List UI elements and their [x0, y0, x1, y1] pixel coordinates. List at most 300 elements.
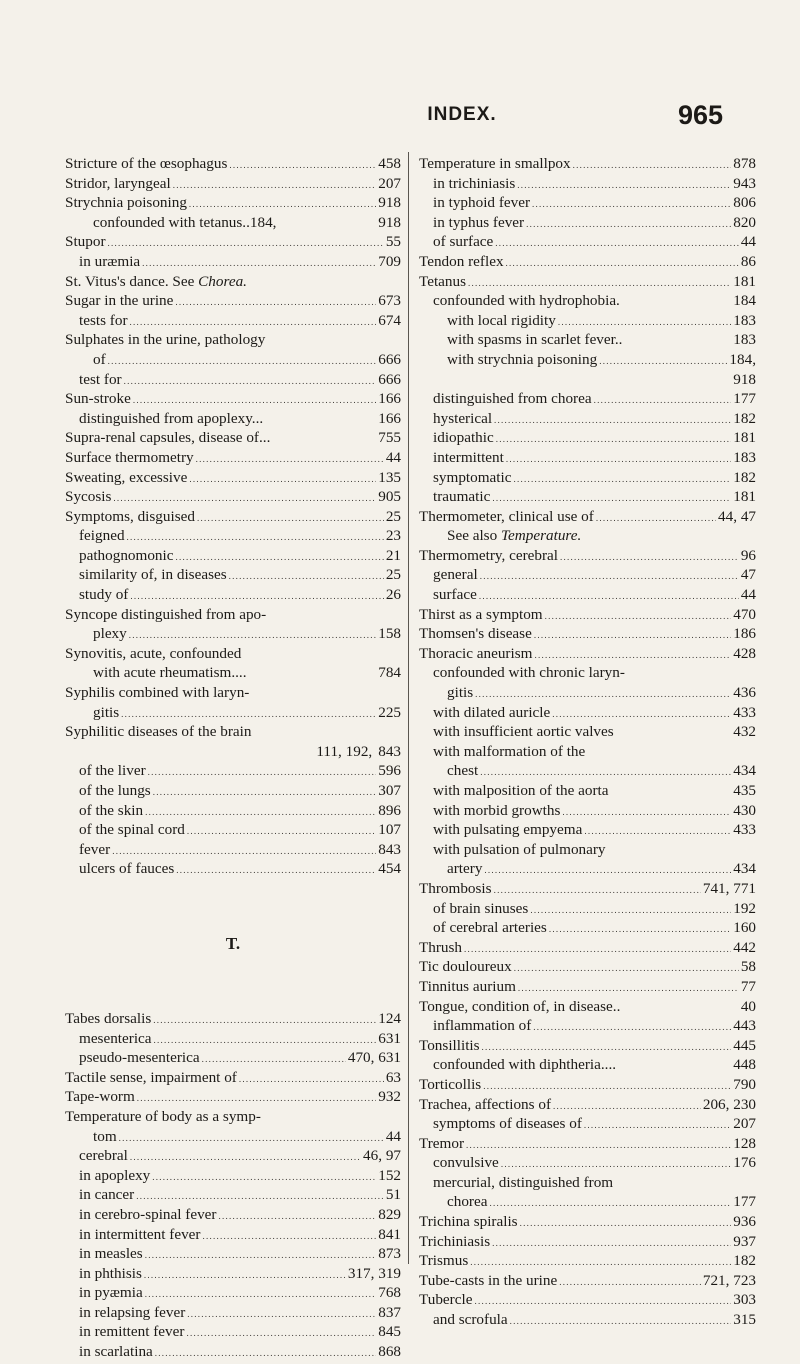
entry-term: Thoracic aneurism	[419, 644, 533, 662]
dot-leader	[153, 781, 377, 803]
entry-page-ref: 135	[378, 468, 401, 486]
entry-page-ref: 47	[740, 566, 756, 584]
entry-page-ref: 303	[733, 1291, 756, 1309]
index-entry	[419, 859, 756, 879]
entry-term: with strychnia poisoning	[447, 350, 598, 368]
dot-leader	[517, 174, 731, 196]
entry-page-ref: 448	[733, 1056, 756, 1074]
entry-page-ref: 790	[733, 1075, 756, 1093]
dot-leader	[599, 350, 727, 372]
entry-term: convulsive	[433, 1154, 499, 1172]
index-entry	[419, 918, 756, 938]
entry-page-ref: 937	[733, 1232, 756, 1250]
index-entry	[419, 272, 756, 292]
index-entry	[65, 174, 401, 194]
entry-page-ref: 160	[733, 919, 756, 937]
dot-leader	[127, 526, 384, 548]
entry-term: and scrofula	[433, 1311, 508, 1329]
index-entry	[419, 1251, 756, 1271]
entry-term: Thermometry, cerebral	[419, 546, 559, 564]
entry-page-ref: 837	[378, 1303, 401, 1321]
entry-term: intermittent	[433, 448, 504, 466]
index-entry	[419, 330, 756, 350]
entry-page-ref: 183	[733, 331, 756, 349]
index-entry	[419, 663, 756, 683]
dot-leader	[584, 1114, 731, 1136]
index-entry	[419, 781, 756, 801]
entry-page-ref: 44, 47	[718, 507, 756, 525]
entry-page-ref: 434	[733, 860, 756, 878]
section-letter-heading: T.	[225, 934, 241, 954]
dot-leader	[549, 918, 731, 940]
entry-page-ref: 918	[733, 370, 756, 388]
section-spacer	[65, 879, 401, 915]
index-entry	[419, 1212, 756, 1232]
entry-page-ref: 46, 97	[363, 1147, 401, 1165]
dot-leader	[187, 1303, 376, 1325]
index-entry	[65, 1127, 401, 1147]
index-entry	[419, 1036, 756, 1056]
dot-leader	[196, 448, 384, 470]
entry-page-ref: 845	[378, 1323, 401, 1341]
entry-term: Surface thermometry	[65, 448, 194, 466]
dot-leader	[553, 1095, 701, 1117]
entry-page-ref: 843	[378, 840, 401, 858]
entry-term: in apoplexy	[79, 1166, 151, 1184]
dot-leader	[176, 859, 376, 881]
entry-term: Thrombosis	[419, 879, 492, 897]
entry-page-ref: 841	[378, 1225, 401, 1243]
entry-term: Tendon reflex	[419, 252, 504, 270]
dot-leader	[175, 546, 383, 568]
dot-leader	[484, 859, 731, 881]
dot-leader	[189, 193, 376, 215]
entry-page-ref: 44	[385, 448, 401, 466]
index-entry	[419, 899, 756, 919]
entry-term: of the lungs	[79, 782, 151, 799]
entry-term: of the spinal cord	[79, 821, 185, 839]
index-entry	[65, 213, 401, 233]
entry-term: with malposition of the aorta	[433, 782, 609, 799]
entry-term: Tabes dorsalis	[65, 1009, 152, 1027]
dot-leader	[532, 193, 731, 215]
entry-page-ref: 768	[378, 1284, 401, 1302]
entry-term: Tonsillitis	[419, 1036, 480, 1054]
index-entry	[419, 1271, 756, 1291]
dot-leader	[470, 1251, 731, 1273]
entry-page-ref: 596	[378, 762, 401, 780]
entry-term: hysterical	[433, 409, 493, 427]
entry-page-ref: 21	[385, 546, 401, 564]
entry-term: tests for	[79, 311, 128, 329]
entry-page-ref: 182	[733, 468, 756, 486]
index-entry	[65, 448, 401, 468]
entry-term: Symptoms, disguised	[65, 507, 195, 525]
page-header	[0, 100, 800, 134]
entry-term: Trachea, affections of	[419, 1095, 552, 1113]
index-entry	[65, 428, 401, 448]
dot-leader	[239, 1068, 384, 1090]
entry-page-ref: 673	[378, 292, 401, 310]
entry-term: Sweating, excessive	[65, 468, 188, 486]
dot-leader	[202, 1048, 346, 1070]
entry-term: Temperature of body as a symp-	[65, 1107, 261, 1125]
entry-page-ref: 107	[378, 821, 401, 839]
index-entry	[419, 761, 756, 781]
index-entry	[419, 1192, 756, 1212]
index-entry	[419, 1114, 756, 1134]
index-entry	[419, 1095, 756, 1115]
dot-leader	[496, 428, 731, 450]
entry-page-ref: 63	[385, 1068, 401, 1086]
entry-page-ref: 666	[378, 370, 401, 388]
dot-leader	[495, 232, 739, 254]
entry-page-ref: 709	[378, 252, 401, 270]
entry-term: Stricture of the œsophagus	[65, 155, 228, 172]
entry-page-ref: 206, 230	[702, 1095, 756, 1113]
entry-term: of surface	[433, 233, 494, 251]
index-entry	[419, 742, 756, 762]
entry-term: Syphilis combined with laryn-	[65, 684, 250, 702]
entry-term: tom	[93, 1127, 117, 1145]
index-entry	[419, 1310, 756, 1330]
index-entry	[419, 957, 756, 977]
entry-page-ref: 25	[385, 507, 401, 525]
entry-page-ref: 470, 631	[347, 1049, 401, 1067]
dot-leader	[480, 761, 731, 783]
dot-leader	[148, 761, 377, 783]
entry-page-ref: 430	[733, 801, 756, 819]
entry-term: distinguished from chorea	[433, 390, 592, 408]
entry-term: Torticollis	[419, 1075, 482, 1093]
entry-term: confounded with tetanus..184,	[93, 213, 277, 231]
index-entry	[419, 193, 756, 213]
dot-leader	[145, 1283, 377, 1305]
index-entry	[65, 409, 401, 429]
index-entry	[419, 174, 756, 194]
entry-term: inflammation of	[433, 1017, 532, 1035]
index-entry	[65, 1029, 401, 1049]
entry-term: in pyæmia	[79, 1284, 143, 1302]
dot-leader	[573, 154, 732, 176]
entry-term: Synovitis, acute, confounded	[65, 644, 242, 662]
index-entry	[419, 820, 756, 840]
entry-page-ref: 181	[733, 429, 756, 447]
entry-page-ref: 23	[385, 527, 401, 545]
entry-term: Sulphates in the urine, pathology	[65, 331, 266, 349]
index-entry	[65, 468, 401, 488]
entry-page-ref: 158	[378, 625, 401, 643]
dot-leader	[475, 683, 731, 705]
index-entry	[65, 683, 401, 703]
entry-page-ref: 207	[733, 1115, 756, 1133]
dot-leader	[489, 1192, 731, 1214]
index-entry	[65, 585, 401, 605]
index-entry	[65, 1107, 401, 1127]
index-entry	[65, 742, 401, 762]
entry-term: confounded with chronic laryn-	[433, 664, 625, 682]
index-entry	[65, 1283, 401, 1303]
entry-term: Thermometer, clinical use of	[419, 507, 594, 525]
entry-page-ref: 317, 319	[347, 1264, 401, 1282]
index-entry	[65, 761, 401, 781]
dot-leader	[552, 703, 731, 725]
dot-leader	[119, 1127, 384, 1149]
index-entry	[65, 820, 401, 840]
index-entry	[65, 859, 401, 879]
dot-leader	[229, 565, 384, 587]
entry-page-ref: 25	[385, 566, 401, 584]
dot-leader	[562, 801, 731, 823]
entry-page-ref: 631	[378, 1029, 401, 1047]
dot-leader	[501, 1153, 731, 1175]
entry-term: See also Temperature.	[447, 527, 582, 545]
entry-term: chest	[447, 762, 479, 780]
entry-page-ref: 741, 771	[702, 879, 756, 897]
dot-leader	[124, 370, 377, 392]
index-entry	[419, 565, 756, 585]
entry-term: Thomsen's disease	[419, 625, 532, 643]
index-entry	[419, 605, 756, 625]
entry-page-ref: 307	[378, 782, 401, 799]
index-entry	[419, 1016, 756, 1036]
index-entry	[419, 1055, 756, 1075]
entry-term: St. Vitus's dance. See Chorea.	[65, 272, 247, 290]
entry-term: traumatic	[433, 488, 491, 506]
entry-page-ref: 184,	[729, 350, 756, 368]
entry-page-ref: 55	[385, 233, 401, 251]
entry-page-ref: 40	[740, 997, 756, 1015]
dot-leader	[155, 1342, 376, 1364]
entry-page-ref: 445	[733, 1036, 756, 1054]
index-entry	[65, 722, 401, 742]
dot-leader	[506, 448, 731, 470]
entry-page-ref: 428	[733, 644, 756, 662]
entry-page-ref: 755	[378, 429, 401, 447]
entry-page-ref: 843	[378, 742, 401, 760]
index-entry	[65, 781, 401, 801]
dot-leader	[129, 624, 376, 646]
index-entry	[65, 272, 401, 292]
entry-page-ref: 434	[733, 762, 756, 780]
entry-term: Tongue, condition of, in disease..	[419, 997, 621, 1015]
index-entry	[65, 801, 401, 821]
entry-term: surface	[433, 586, 477, 604]
dot-leader	[175, 291, 376, 313]
column-divider	[408, 152, 409, 1264]
dot-leader	[510, 1310, 732, 1332]
dot-leader	[108, 232, 384, 254]
entry-page-ref: 182	[733, 409, 756, 427]
entry-page-ref: 432	[733, 723, 756, 741]
index-entry	[65, 1185, 401, 1205]
index-entry	[65, 232, 401, 252]
index-entry	[419, 683, 756, 703]
dot-leader	[112, 840, 376, 862]
entry-term: in intermittent fever	[79, 1225, 201, 1243]
dot-leader	[186, 1322, 376, 1344]
entry-term: Syphilitic diseases of the brain	[65, 723, 252, 741]
entry-page-ref: 721, 723	[702, 1271, 756, 1289]
dot-leader	[144, 1264, 346, 1286]
dot-leader	[137, 1087, 376, 1109]
dot-leader	[202, 1225, 376, 1247]
entry-term: Tremor	[419, 1134, 465, 1152]
entry-term: in cancer	[79, 1186, 135, 1204]
dot-leader	[560, 546, 739, 568]
dot-leader	[594, 389, 732, 411]
entry-page-ref: 873	[378, 1245, 401, 1263]
index-entry	[65, 1264, 401, 1284]
entry-term: chorea	[447, 1193, 488, 1211]
index-entry	[65, 507, 401, 527]
entry-page-ref: 435	[733, 782, 756, 799]
entry-page-ref: 454	[378, 860, 401, 878]
dot-leader	[136, 1185, 384, 1207]
dot-leader	[494, 879, 701, 901]
index-column-right	[419, 154, 756, 1330]
entry-page-ref: 152	[378, 1166, 401, 1184]
entry-term: with dilated auricle	[433, 703, 551, 721]
entry-page-ref: 128	[733, 1134, 756, 1152]
index-entry	[65, 546, 401, 566]
index-entry	[419, 428, 756, 448]
entry-term: of the skin	[79, 801, 144, 819]
dot-leader	[514, 957, 739, 979]
entry-term: symptoms of diseases of	[433, 1115, 582, 1133]
entry-term: gitis	[93, 703, 120, 721]
index-entry	[419, 487, 756, 507]
dot-leader	[218, 1205, 376, 1227]
entry-page-ref: 443	[733, 1017, 756, 1035]
dot-leader	[559, 1271, 701, 1293]
index-entry	[419, 232, 756, 252]
index-entry	[419, 468, 756, 488]
index-entry	[65, 154, 401, 174]
entry-term: of brain sinuses	[433, 899, 529, 917]
index-column-left	[65, 154, 401, 1362]
index-entry	[65, 1244, 401, 1264]
index-entry	[419, 840, 756, 860]
index-entry	[419, 585, 756, 605]
dot-leader	[482, 1036, 732, 1058]
index-entry	[65, 1303, 401, 1323]
index-entry	[65, 624, 401, 644]
index-entry	[419, 938, 756, 958]
entry-page-ref: 936	[733, 1213, 756, 1231]
entry-page-ref: 44	[740, 233, 756, 251]
entry-page-ref: 315	[733, 1311, 756, 1329]
entry-term: distinguished from apoplexy...	[79, 409, 264, 427]
dot-leader	[189, 468, 376, 490]
entry-page-ref: 207	[378, 174, 401, 192]
index-entry	[419, 350, 756, 370]
entry-term: idiopathic	[433, 429, 494, 447]
index-entry	[65, 311, 401, 331]
entry-term: Strychnia poisoning	[65, 194, 187, 212]
dot-leader	[530, 899, 731, 921]
index-entry	[65, 1068, 401, 1088]
index-entry	[419, 409, 756, 429]
entry-term: in phthisis	[79, 1264, 142, 1282]
entry-page-ref: 225	[378, 703, 401, 721]
entry-term: Tetanus	[419, 272, 467, 290]
entry-term: in cerebro-spinal fever	[79, 1205, 217, 1223]
index-entry	[419, 644, 756, 664]
entry-page-ref: 51	[385, 1186, 401, 1204]
dot-leader	[145, 801, 376, 823]
dot-leader	[130, 585, 383, 607]
index-entry	[419, 1075, 756, 1095]
entry-term: in uræmia	[79, 252, 141, 270]
page-number: 965	[677, 100, 723, 130]
dot-leader	[506, 252, 739, 274]
index-entry	[65, 1205, 401, 1225]
index-entry	[419, 1173, 756, 1193]
entry-term: Tinnitus aurium	[419, 977, 516, 995]
dot-leader	[153, 1009, 376, 1031]
entry-page-ref: 182	[733, 1252, 756, 1270]
entry-term: gitis	[447, 684, 474, 702]
section-spacer	[65, 973, 401, 1009]
entry-page-ref: 433	[733, 703, 756, 721]
dot-leader	[558, 311, 731, 333]
entry-page-ref: 918	[378, 194, 401, 212]
dot-leader	[492, 487, 731, 509]
entry-page-ref: 470	[733, 605, 756, 623]
entry-term: pathognomonic	[79, 546, 174, 564]
entry-page-ref: 442	[733, 938, 756, 956]
entry-term: ulcers of fauces	[79, 860, 175, 878]
dot-leader	[130, 1146, 361, 1168]
dot-leader	[584, 820, 731, 842]
index-entry	[65, 1087, 401, 1107]
entry-term: Stridor, laryngeal	[65, 174, 171, 192]
entry-term: mercurial, distinguished from	[433, 1173, 614, 1191]
entry-term: in typhus fever	[433, 213, 525, 231]
dot-leader	[518, 977, 739, 999]
entry-term: Thirst as a symptom	[419, 605, 543, 623]
entry-page-ref: 86	[740, 252, 756, 270]
entry-term: Sun-stroke	[65, 390, 131, 408]
entry-term: with morbid growths	[433, 801, 561, 819]
entry-term: fever	[79, 840, 111, 858]
entry-page-ref: 44	[740, 586, 756, 604]
index-entry	[419, 546, 756, 566]
entry-term: Tubercle	[419, 1291, 473, 1309]
dot-leader	[534, 644, 731, 666]
entry-page-ref: 77	[740, 977, 756, 995]
entry-term: cerebral	[79, 1147, 128, 1165]
dot-leader	[492, 1232, 731, 1254]
entry-page-ref: 458	[378, 155, 401, 172]
index-entry	[65, 526, 401, 546]
entry-page-ref: 181	[733, 488, 756, 506]
index-entry	[65, 644, 401, 664]
dot-leader	[466, 1134, 731, 1156]
entry-page-ref: 184	[733, 292, 756, 310]
entry-term: confounded with hydrophobia.	[433, 292, 620, 310]
entry-term: Tactile sense, impairment of	[65, 1068, 237, 1086]
index-entry	[65, 389, 401, 409]
index-entry	[419, 291, 756, 311]
dot-leader	[133, 389, 376, 411]
index-entry	[65, 840, 401, 860]
entry-page-ref: 806	[733, 194, 756, 212]
dot-leader	[526, 213, 731, 235]
index-entry	[419, 703, 756, 723]
index-entry	[65, 1146, 401, 1166]
